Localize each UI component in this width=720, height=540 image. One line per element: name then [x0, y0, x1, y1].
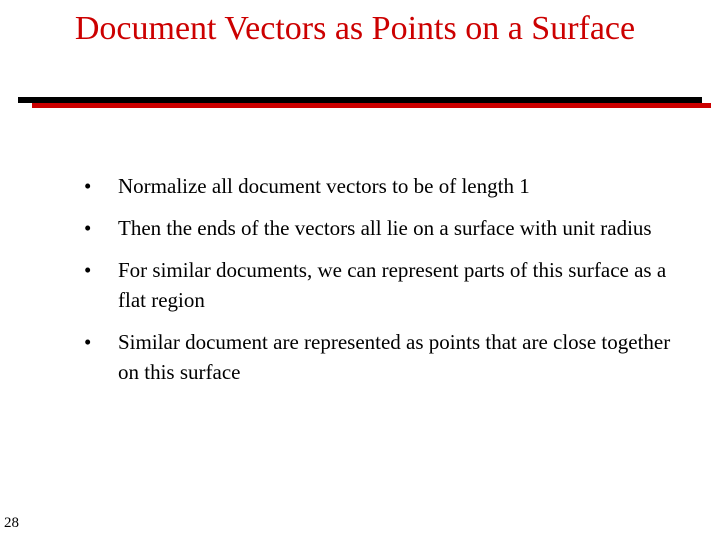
page-number: 28 [4, 515, 19, 531]
bullet-item [84, 327, 684, 387]
bullet-item [84, 171, 684, 201]
bullet-glyph: • [84, 216, 92, 240]
bullet-glyph: • [84, 174, 92, 198]
slide-title: Document Vectors as Points on a Surface [74, 10, 636, 47]
bullet-text: For similar documents, we can represent parts of this surface as a flat region [118, 258, 667, 312]
bullet-glyph: • [84, 330, 92, 354]
bullet-text: Normalize all document vectors to be of length 1 [118, 174, 530, 198]
bullet-glyph: • [84, 258, 92, 282]
bullet-item [84, 255, 684, 315]
bullet-list [84, 171, 684, 399]
title-underline-shadow [32, 103, 711, 108]
bullet-text: Similar document are represented as points that are close together on this surface [118, 330, 671, 384]
bullet-text: Then the ends of the vectors all lie on a surface with unit radius [118, 216, 652, 240]
bullet-item [84, 213, 684, 243]
title-underline [18, 97, 702, 103]
